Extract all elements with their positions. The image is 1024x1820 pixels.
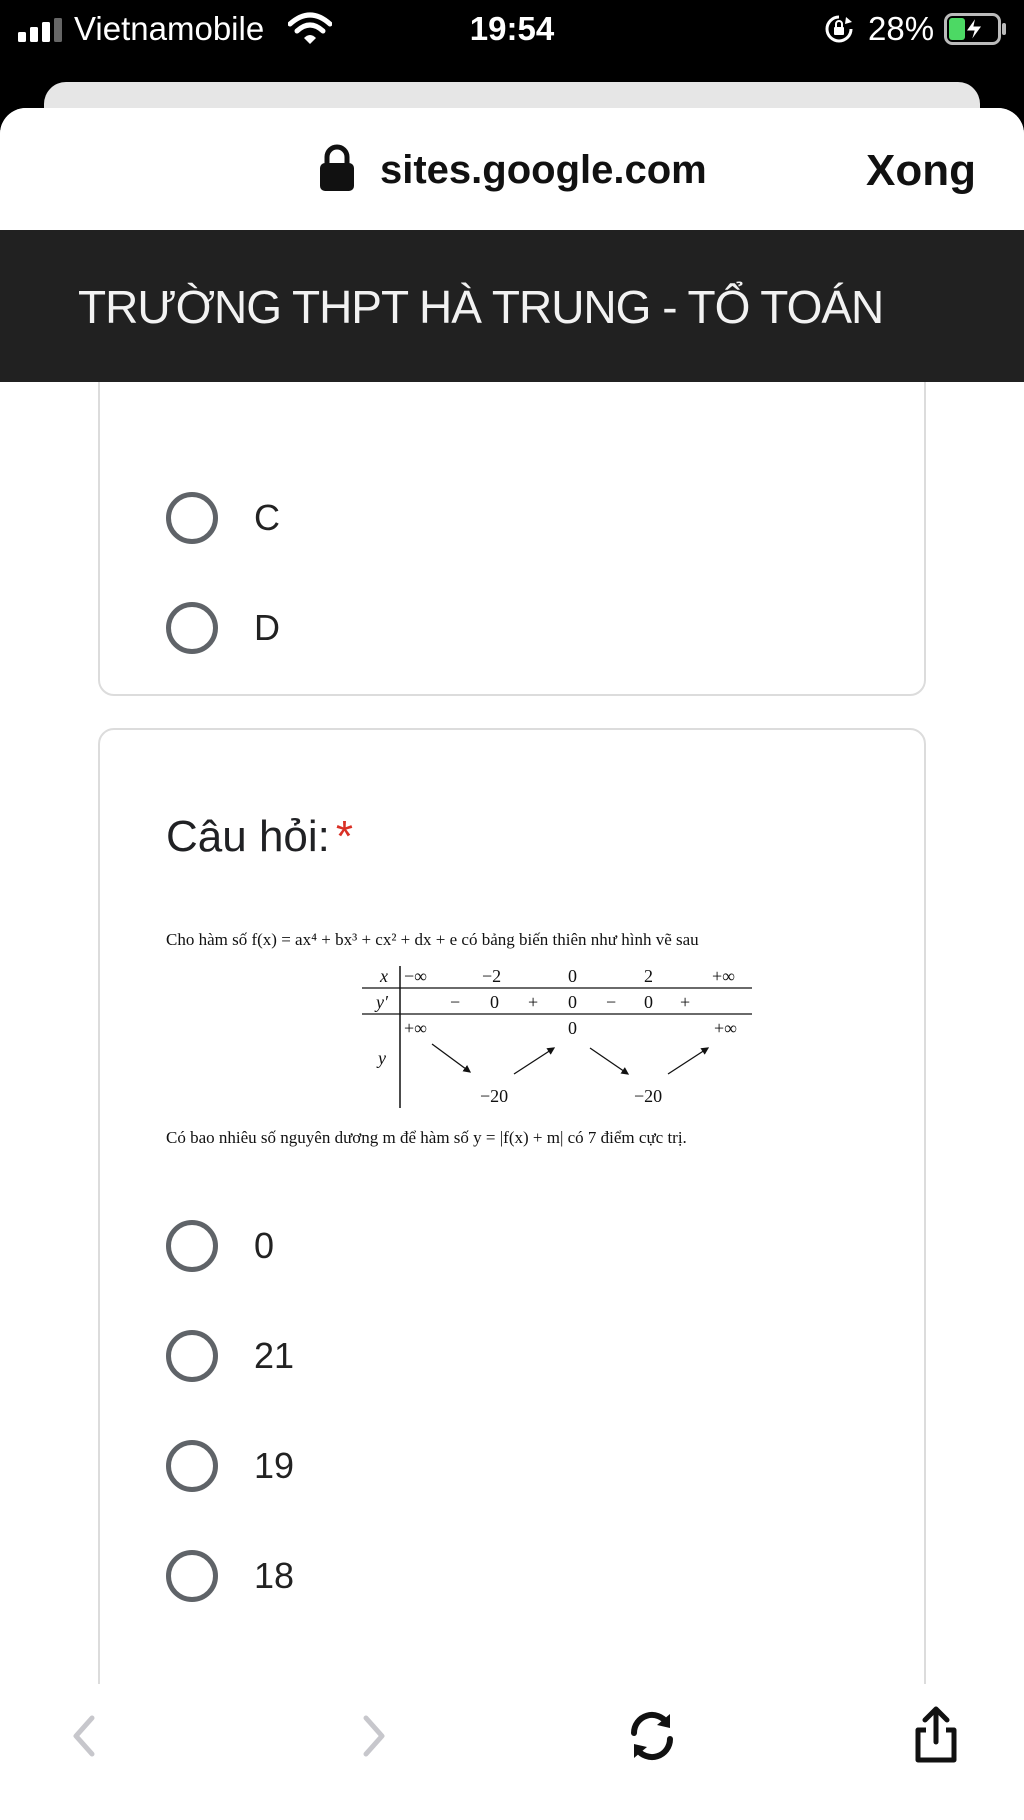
y-value-min1: −20: [480, 1086, 509, 1106]
radio-circle[interactable]: [166, 1440, 218, 1492]
site-title[interactable]: TRƯỜNG THPT HÀ TRUNG - TỔ TOÁN: [78, 281, 884, 333]
yprime-label: y′: [376, 992, 388, 1012]
yprime-zero-2: 0: [568, 992, 577, 1012]
option-label: 21: [254, 1335, 295, 1376]
status-bar: [0, 0, 1024, 62]
x-label: x: [380, 966, 388, 986]
forward-icon[interactable]: [342, 1706, 402, 1766]
question-card: [98, 728, 926, 1792]
question-text-line2: Có bao nhiêu số nguyên dương m để hàm số y = |f(x) + m| có 7 điểm cực trị.: [166, 1128, 687, 1147]
x-value-neg-inf: −∞: [404, 966, 427, 986]
carrier-name: Vietnamobile: [74, 10, 265, 47]
yprime-sign-3: −: [606, 992, 617, 1012]
arrow-up-2: [668, 1048, 708, 1074]
battery-charging-icon: [944, 13, 1008, 45]
option-0[interactable]: [166, 1216, 274, 1276]
question-image: [166, 930, 802, 1160]
battery-percent: 28%: [868, 10, 935, 47]
option-c[interactable]: [166, 488, 280, 548]
radio-circle[interactable]: [166, 602, 218, 654]
x-value-pos-inf: +∞: [712, 966, 735, 986]
yprime-zero-1: 0: [490, 992, 499, 1012]
option-19[interactable]: [166, 1436, 294, 1496]
y-value-min2: −20: [634, 1086, 663, 1106]
radio-circle[interactable]: [166, 1550, 218, 1602]
arrow-up-1: [514, 1048, 554, 1074]
y-value-max: 0: [568, 1018, 577, 1038]
status-time: 19:54: [469, 10, 555, 47]
refresh-icon[interactable]: [622, 1706, 682, 1766]
radio-circle[interactable]: [166, 1330, 218, 1382]
required-asterisk: *: [335, 812, 354, 861]
option-label: D: [254, 607, 280, 648]
wifi-icon: [288, 12, 332, 46]
signal-icon: [18, 18, 66, 42]
back-icon[interactable]: [56, 1706, 116, 1766]
page-content[interactable]: [0, 382, 1024, 1792]
option-18[interactable]: [166, 1546, 294, 1606]
option-d[interactable]: [166, 598, 280, 658]
browser-toolbar: [0, 1684, 1024, 1820]
done-button[interactable]: Xong: [866, 146, 976, 195]
radio-circle[interactable]: [166, 1220, 218, 1272]
option-label: 0: [254, 1225, 275, 1266]
share-icon[interactable]: [906, 1706, 966, 1766]
y-value-right: +∞: [714, 1018, 737, 1038]
option-label: 18: [254, 1555, 295, 1596]
option-label: 19: [254, 1445, 295, 1486]
option-21[interactable]: [166, 1326, 294, 1386]
url-bar: [0, 108, 1024, 230]
yprime-sign-2: +: [528, 992, 539, 1012]
x-value-2: 2: [644, 966, 653, 986]
y-value-left: +∞: [404, 1018, 427, 1038]
yprime-sign-4: +: [680, 992, 691, 1012]
question-title-text: Câu hỏi:: [166, 812, 330, 861]
radio-circle[interactable]: [166, 492, 218, 544]
x-value-neg2: −2: [482, 966, 502, 986]
yprime-zero-3: 0: [644, 992, 653, 1012]
arrow-down-1: [432, 1044, 470, 1072]
y-label: y: [378, 1048, 386, 1068]
option-label: C: [254, 497, 280, 538]
url-text[interactable]: sites.google.com: [380, 148, 707, 192]
site-header: [0, 230, 1024, 382]
rotation-lock-icon: [824, 14, 854, 44]
yprime-sign-1: −: [450, 992, 461, 1012]
variation-table: [362, 964, 752, 1110]
browser-sheet: [0, 108, 1024, 1820]
question-title: [166, 812, 353, 862]
x-value-0: 0: [568, 966, 577, 986]
lock-icon: [318, 144, 356, 192]
arrow-down-2: [590, 1048, 628, 1074]
question-card-previous: [98, 382, 926, 696]
question-text-line1: Cho hàm số f(x) = ax⁴ + bx³ + cx² + dx + e có bảng biến thiên như hình vẽ sau: [166, 930, 699, 949]
